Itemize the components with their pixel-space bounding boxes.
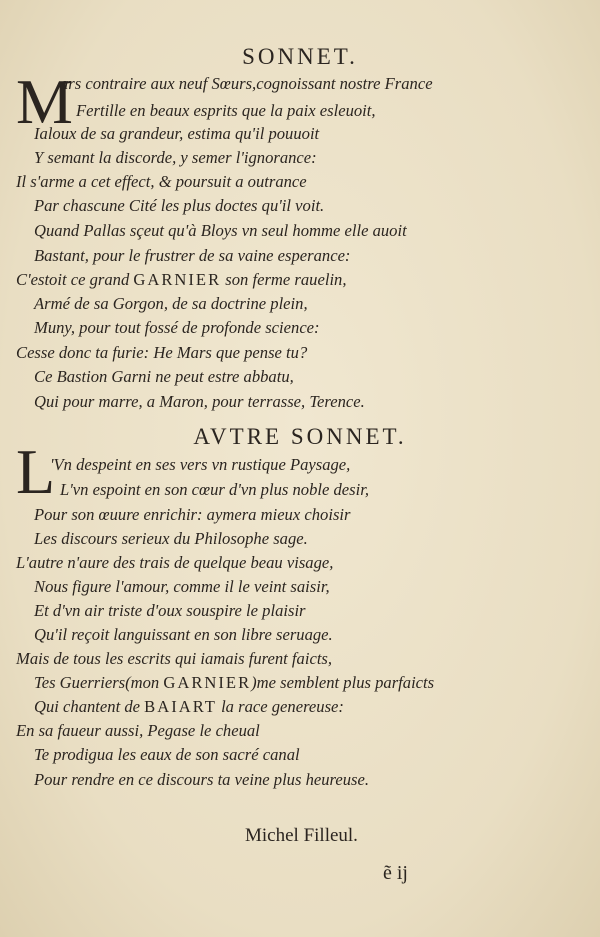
verse-line: Il s'arme a cet effect, & poursuit a outrance bbox=[16, 172, 307, 191]
verse-line: Ce Bastion Garni ne peut estre abbatu, bbox=[34, 367, 294, 386]
verse-line: L'autre n'aure des trais de quelque beau visage, bbox=[16, 553, 334, 572]
verse-line: Pour rendre en ce discours ta veine plus heureuse. bbox=[34, 770, 370, 789]
verse-line: L'vn espoint en son cœur d'vn plus noble desir, bbox=[60, 480, 369, 499]
verse-line: Armé de sa Gorgon, de sa doctrine plein, bbox=[34, 294, 308, 313]
verse-line: Quand Pallas sçeut qu'à Bloys vn seul homme elle auoit bbox=[34, 221, 407, 240]
verse-line: En sa faueur aussi, Pegase le cheual bbox=[16, 721, 260, 740]
verse-line: Par chascune Cité les plus doctes qu'il voit. bbox=[34, 196, 325, 215]
verse-line: Mais de tous les escrits qui iamais furent faicts, bbox=[16, 649, 333, 668]
verse-line: Qui chantent de BAIART la race genereuse: bbox=[34, 697, 344, 716]
name-baiart: BAIART bbox=[144, 697, 217, 716]
name-garnier: GARNIER bbox=[163, 673, 252, 692]
drop-cap: M bbox=[16, 66, 73, 137]
verse-line: Ialoux de sa grandeur, estima qu'il pouuoit bbox=[34, 124, 320, 143]
verse-line: Fertille en beaux esprits que la paix esleuoit, bbox=[76, 101, 376, 120]
name-garnier: GARNIER bbox=[133, 270, 222, 289]
verse-line: Tes Guerriers(mon GARNIER)me semblent plus parfaicts bbox=[34, 673, 435, 692]
verse-line: Qui pour marre, a Maron, pour terrasse, Terence. bbox=[34, 392, 365, 411]
drop-cap: L bbox=[16, 436, 56, 507]
verse-line: Bastant, pour le frustrer de sa vaine esperance: bbox=[34, 246, 351, 265]
page-folio: ẽ ij bbox=[383, 862, 408, 884]
verse-line: Pour son œuure enrichir: aymera mieux choisir bbox=[34, 505, 351, 524]
verse-line: C'estoit ce grand GARNIER son ferme rauelin, bbox=[16, 270, 347, 289]
sonnet-title: AVTRE SONNET. bbox=[193, 424, 407, 449]
verse-line: Y semant la discorde, y semer l'ignorance: bbox=[34, 148, 317, 167]
verse-line: Les discours serieux du Philosophe sage. bbox=[34, 529, 308, 548]
signature: Michel Filleul. bbox=[245, 825, 358, 846]
verse-line: Muny, pour tout fossé de profonde science: bbox=[34, 318, 320, 337]
verse-line: 'Vn despeint en ses vers vn rustique Paysage, bbox=[50, 455, 351, 474]
verse-line: Nous figure l'amour, comme il le veint saisir, bbox=[34, 577, 330, 596]
verse-line: Te prodigua les eaux de son sacré canal bbox=[34, 745, 300, 764]
verse-line: Et d'vn air triste d'oux souspire le plaisir bbox=[34, 601, 306, 620]
sonnet-title: SONNET. bbox=[242, 44, 358, 69]
verse-line: Qu'il reçoit languissant en son libre seruage. bbox=[34, 625, 333, 644]
verse-line: ars contraire aux neuf Sœurs,cognoissant nostre France bbox=[60, 74, 433, 93]
verse-line: Cesse donc ta furie: He Mars que pense tu? bbox=[16, 343, 308, 362]
